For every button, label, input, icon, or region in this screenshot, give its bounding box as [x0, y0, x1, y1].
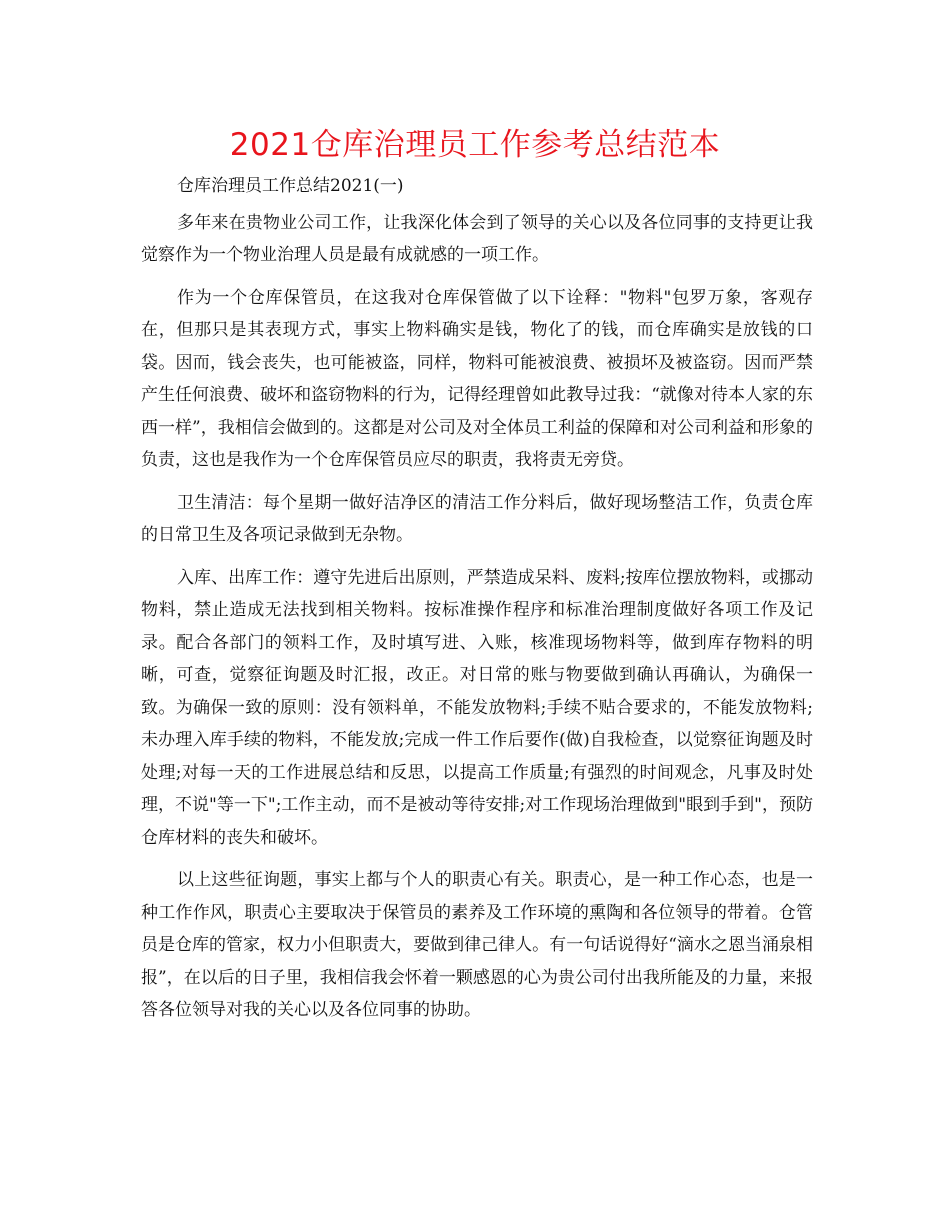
paragraph-inbound-outbound: 入库、出库工作：遵守先进后出原则，严禁造成呆料、废料;按库位摆放物料，或挪动物料，禁止造成无法找到相关物料。按标准操作程序和标准治理制度做好各项工作及记录。配合各部门的领料工作，及时填写进、入账，核准现场物料等，做到库存物料的明晰，可查，觉察征询题及时汇报，改正。对日常的账与物要做到确认再确认，为确保一致。为确保一致的原则：没有领料单，不能发放物料;手续不贴合要求的，不能发放物料;未办理入库手续的物料，不能发放;完成一件工作后要作(做)自我检查，以觉察征询题及时处理;对每一天的工作进展总结和反思，以提高工作质量;有强烈的时间观念，凡事及时处理，不说"等一下";工作主动，而不是被动等待安排;对工作现场治理做到"眼到手到"，预防仓库材料的丧失和破坏。	[141, 567, 813, 848]
paragraph-intro: 多年来在贵物业公司工作，让我深化体会到了领导的关心以及各位同事的支持更让我觉察作为一个物业治理人员是最有成就感的一项工作。	[141, 212, 813, 265]
document-body	[141, 170, 813, 1037]
paragraph-responsibility: 以上这些征询题，事实上都与个人的职责心有关。职责心，是一种工作心态，也是一种工作作风，职责心主要取决于保管员的素养及工作环境的熏陶和各位领导的带着。仓管员是仓库的管家，权力小但职责大，要做到律己律人。有一句话说得好“滴水之恩当涌泉相报”，在以后的日子里，我相信我会怀着一颗感恩的心为贵公司付出我所能及的力量，来报答各位领导对我的关心以及各位同事的协助。	[141, 870, 813, 1020]
document-title: 2021仓库治理员工作参考总结范本	[229, 127, 721, 163]
paragraph-role: 作为一个仓库保管员，在这我对仓库保管做了以下诠释："物料"包罗万象，客观存在，但那只是其表现方式，事实上物料确实是钱，物化了的钱，而仓库确实是放钱的口袋。因而，钱会丧失，也可能被盗，同样，物料可能被浪费、被损坏及被盗窃。因而严禁产生任何浪费、破坏和盗窃物料的行为，记得经理曾如此教导过我：“就像对待本人家的东西一样”，我相信会做到的。这都是对公司及对全体员工利益的保障和对公司利益和形象的负责，这也是我作为一个仓库保管员应尽的职责，我将责无旁贷。	[141, 287, 813, 470]
paragraph-cleaning: 卫生清洁：每个星期一做好洁净区的清洁工作分料后，做好现场整洁工作，负责仓库的日常卫生及各项记录做到无杂物。	[141, 492, 813, 545]
document-subtitle: 仓库治理员工作总结2021(一)	[177, 176, 404, 196]
